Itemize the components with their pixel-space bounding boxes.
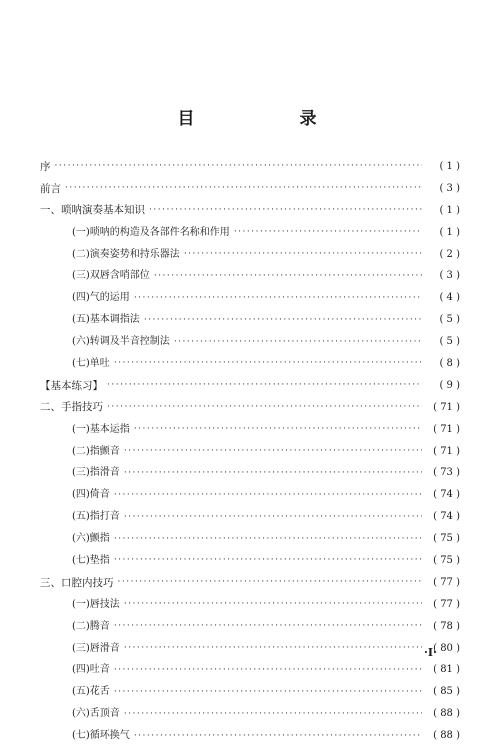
toc-entry-title: (三)唇滑音 xyxy=(72,642,120,654)
toc-entry-page: ( 9 ) xyxy=(439,379,460,391)
toc-entry-page: ( 73 ) xyxy=(433,467,460,479)
dot-leader xyxy=(124,513,422,522)
toc-entry-title: (六)颤指 xyxy=(72,533,110,545)
toc-entry-page: ( 88 ) xyxy=(433,708,460,720)
toc-entry-preface[interactable] xyxy=(40,156,460,178)
toc-entry-page: ( 5 ) xyxy=(439,314,460,326)
toc-entry-title: (七)单吐 xyxy=(72,357,110,369)
dot-leader xyxy=(114,688,422,697)
toc-entry-page: ( 75 ) xyxy=(433,533,460,545)
toc-entry[interactable] xyxy=(40,484,460,506)
toc-entry-title: (一)唇技法 xyxy=(72,598,120,610)
toc-entry-title: (五)基本调指法 xyxy=(72,314,140,326)
dot-leader xyxy=(234,228,422,237)
toc-entry-page: ( 71 ) xyxy=(433,401,460,413)
toc-entry[interactable] xyxy=(40,353,460,375)
toc-entry-title: 序 xyxy=(40,160,51,173)
page-number: ·Ⅰ· xyxy=(424,646,437,659)
toc-entry-title: (四)气的运用 xyxy=(72,292,130,304)
toc-entry[interactable] xyxy=(40,441,460,463)
toc-entry-page: ( 1 ) xyxy=(439,226,460,238)
toc-entry[interactable] xyxy=(40,638,460,660)
toc-entry-title: (六)转调及半音控制法 xyxy=(72,336,170,348)
toc-entry-page: ( 88 ) xyxy=(433,730,460,742)
dot-leader xyxy=(65,184,422,193)
dot-leader xyxy=(114,535,422,544)
toc-entry-title: (三)双唇含哨部位 xyxy=(72,270,150,282)
dot-leader xyxy=(134,732,422,741)
toc-entry-title: 【基本练习】 xyxy=(40,379,103,392)
toc-entry-title: (四)倚音 xyxy=(72,489,110,501)
toc-entry-title: (四)吐音 xyxy=(72,664,110,676)
toc-entry-page: ( 2 ) xyxy=(439,248,460,260)
toc-entry[interactable] xyxy=(40,287,460,309)
toc-entry-title: 二、手指技巧 xyxy=(40,401,103,414)
toc-entry-page: ( 71 ) xyxy=(433,445,460,457)
table-of-contents xyxy=(40,156,460,747)
toc-entry[interactable] xyxy=(40,725,460,747)
toc-entry[interactable] xyxy=(40,616,460,638)
toc-entry[interactable] xyxy=(40,462,460,484)
dot-leader xyxy=(114,359,422,368)
dot-leader xyxy=(114,556,422,565)
dot-leader xyxy=(124,469,422,478)
toc-entry-page: ( 1 ) xyxy=(439,160,460,172)
toc-entry[interactable] xyxy=(40,244,460,266)
dot-leader xyxy=(114,622,422,631)
page-title: 目 录 xyxy=(177,109,361,129)
dot-leader xyxy=(55,162,423,171)
dot-leader xyxy=(124,447,422,456)
toc-entry[interactable] xyxy=(40,222,460,244)
dot-leader xyxy=(124,644,422,653)
dot-leader xyxy=(107,403,422,412)
toc-entry-page: ( 85 ) xyxy=(433,686,460,698)
toc-entry-title: (五)花舌 xyxy=(72,686,110,698)
toc-entry[interactable] xyxy=(40,681,460,703)
toc-entry[interactable] xyxy=(40,309,460,331)
toc-entry-title: (七)垫指 xyxy=(72,554,110,566)
toc-entry-page: ( 4 ) xyxy=(439,292,460,304)
dot-leader xyxy=(174,338,422,347)
toc-entry-page: ( 74 ) xyxy=(433,511,460,523)
dot-leader xyxy=(107,381,422,390)
dot-leader xyxy=(124,600,422,609)
toc-entry-chapter-2[interactable] xyxy=(40,397,460,419)
toc-entry-page: ( 80 ) xyxy=(433,642,460,654)
toc-entry-title: (七)循环换气 xyxy=(72,730,130,742)
toc-entry-page: ( 71 ) xyxy=(433,423,460,435)
toc-entry-page: ( 5 ) xyxy=(439,336,460,348)
dot-leader xyxy=(154,272,422,281)
toc-entry-title: 三、口腔内技巧 xyxy=(40,576,114,589)
dot-leader xyxy=(144,316,422,325)
toc-entry-page: ( 75 ) xyxy=(433,554,460,566)
toc-entry[interactable] xyxy=(40,265,460,287)
toc-entry-basic-practice[interactable] xyxy=(40,375,460,397)
toc-entry[interactable] xyxy=(40,659,460,681)
dot-leader xyxy=(149,206,422,215)
toc-entry-page: ( 1 ) xyxy=(439,204,460,216)
toc-entry-chapter-3[interactable] xyxy=(40,572,460,594)
toc-entry-title: (一)唢呐的构造及各部件名称和作用 xyxy=(72,226,230,238)
toc-entry[interactable] xyxy=(40,331,460,353)
toc-entry-foreword[interactable] xyxy=(40,178,460,200)
toc-entry-title: (二)演奏姿势和持乐器法 xyxy=(72,248,180,260)
dot-leader xyxy=(124,710,422,719)
dot-leader xyxy=(134,294,422,303)
toc-entry-page: ( 77 ) xyxy=(433,598,460,610)
toc-entry-page: ( 3 ) xyxy=(439,270,460,282)
toc-entry[interactable] xyxy=(40,594,460,616)
toc-entry-page: ( 77 ) xyxy=(433,576,460,588)
toc-entry-page: ( 81 ) xyxy=(433,664,460,676)
toc-entry-title: (六)舌顶音 xyxy=(72,708,120,720)
toc-entry-page: ( 78 ) xyxy=(433,620,460,632)
toc-entry-title: (二)指颤音 xyxy=(72,445,120,457)
toc-entry-title: 前言 xyxy=(40,182,61,195)
toc-entry[interactable] xyxy=(40,550,460,572)
toc-entry[interactable] xyxy=(40,419,460,441)
dot-leader xyxy=(134,425,422,434)
toc-entry-title: 一、唢呐演奏基本知识 xyxy=(40,204,145,217)
toc-entry[interactable] xyxy=(40,506,460,528)
toc-entry-title: (二)腾音 xyxy=(72,620,110,632)
dot-leader xyxy=(184,250,422,259)
toc-entry-page: ( 8 ) xyxy=(439,357,460,369)
toc-entry[interactable] xyxy=(40,528,460,550)
toc-entry-title: (一)基本运指 xyxy=(72,423,130,435)
toc-entry-title: (五)指打音 xyxy=(72,511,120,523)
toc-entry-page: ( 3 ) xyxy=(439,182,460,194)
dot-leader xyxy=(118,578,423,587)
dot-leader xyxy=(114,666,422,675)
toc-entry-page: ( 74 ) xyxy=(433,489,460,501)
toc-entry-title: (三)指滑音 xyxy=(72,467,120,479)
toc-entry-chapter-1[interactable] xyxy=(40,200,460,222)
dot-leader xyxy=(114,491,422,500)
toc-entry[interactable] xyxy=(40,703,460,725)
